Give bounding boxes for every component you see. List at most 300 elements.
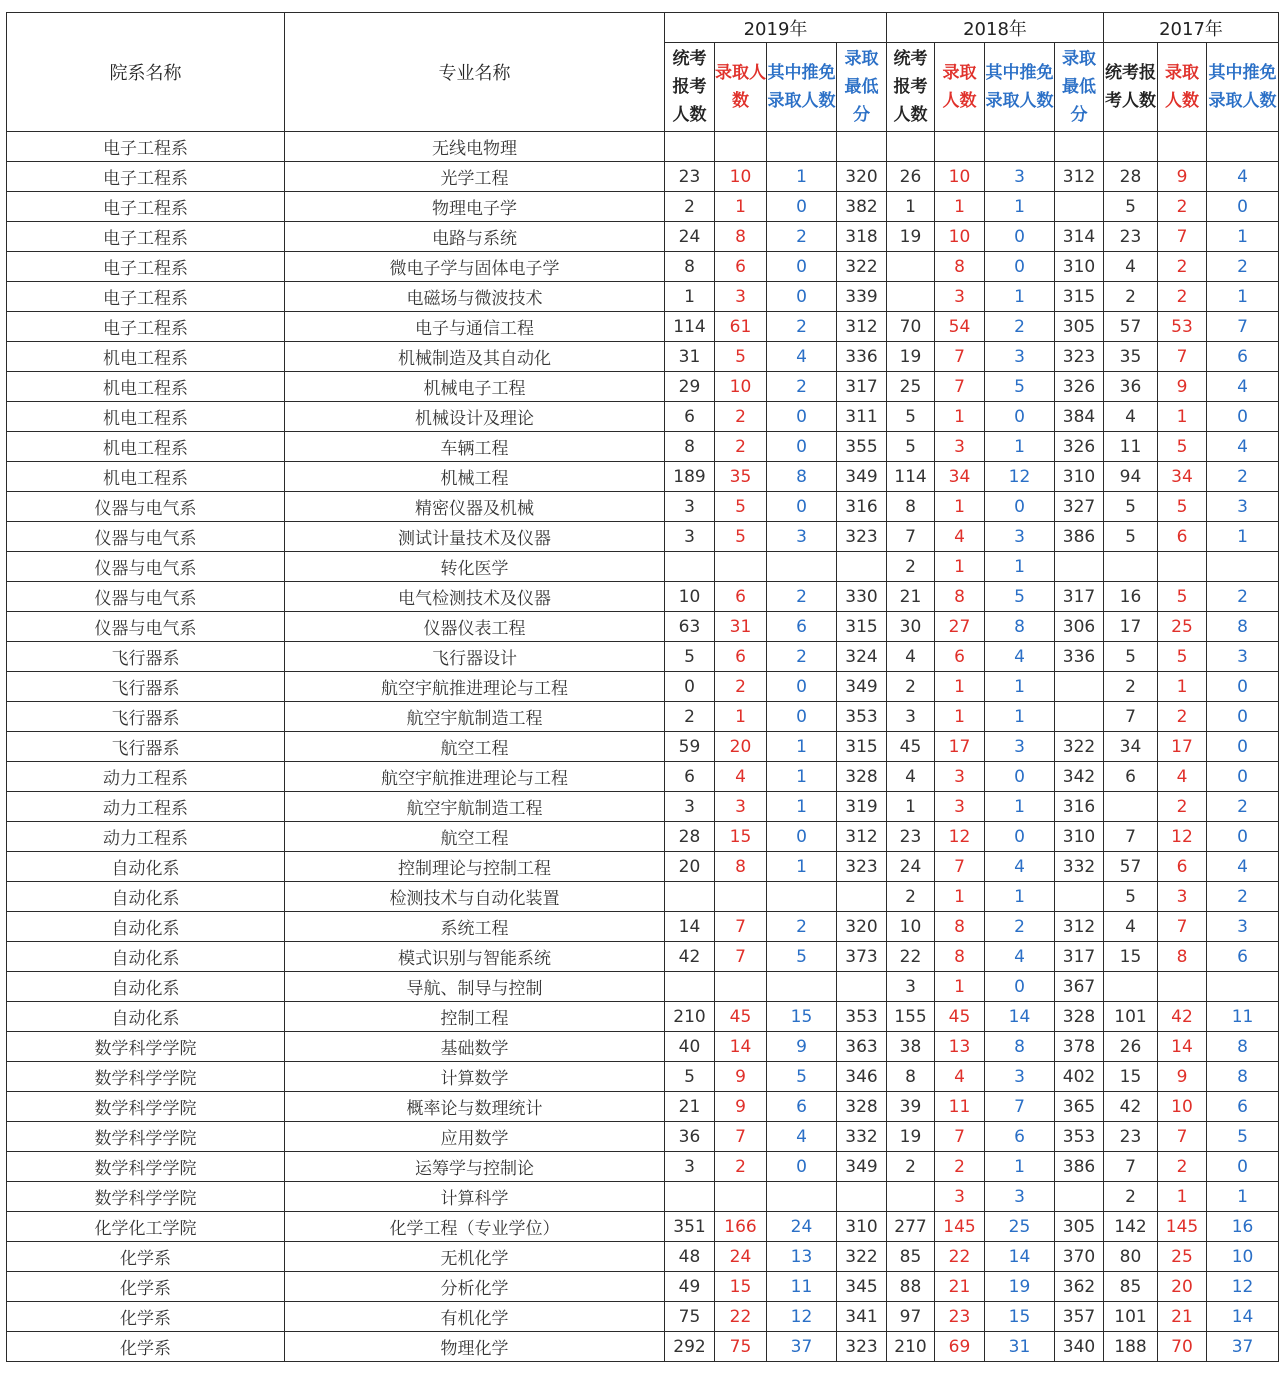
cell-exempt-2017: 0	[1207, 762, 1279, 792]
cell-admitted-2018: 1	[935, 972, 985, 1002]
cell-min-score-2018: 342	[1055, 762, 1104, 792]
cell-major: 机械电子工程	[285, 372, 665, 402]
table-row	[7, 222, 1279, 252]
col-min-score-2019: 录取最低分	[837, 43, 887, 132]
cell-applicants-2019: 42	[665, 942, 715, 972]
cell-min-score-2018	[1055, 1182, 1104, 1212]
cell-min-score-2019: 373	[837, 942, 887, 972]
col-admitted-2019: 录取人数	[715, 43, 767, 132]
cell-applicants-2019: 351	[665, 1212, 715, 1242]
col-exempt-2017: 其中推免录取人数	[1207, 43, 1279, 132]
cell-applicants-2017: 15	[1104, 942, 1158, 972]
cell-applicants-2019: 5	[665, 1062, 715, 1092]
cell-exempt-2019: 0	[767, 432, 837, 462]
cell-exempt-2017: 7	[1207, 312, 1279, 342]
cell-exempt-2018: 0	[985, 822, 1055, 852]
cell-applicants-2019	[665, 1182, 715, 1212]
cell-admitted-2018: 145	[935, 1212, 985, 1242]
cell-dept: 化学系	[7, 1302, 285, 1332]
cell-applicants-2017: 5	[1104, 882, 1158, 912]
cell-exempt-2018: 5	[985, 582, 1055, 612]
cell-min-score-2019	[837, 552, 887, 582]
table-row	[7, 672, 1279, 702]
table-row	[7, 492, 1279, 522]
cell-admitted-2017: 10	[1158, 1092, 1207, 1122]
cell-exempt-2017: 0	[1207, 1152, 1279, 1182]
cell-min-score-2019	[837, 132, 887, 162]
cell-min-score-2019: 316	[837, 492, 887, 522]
cell-admitted-2018	[935, 132, 985, 162]
cell-exempt-2017: 3	[1207, 492, 1279, 522]
cell-admitted-2019: 31	[715, 612, 767, 642]
cell-admitted-2018: 1	[935, 402, 985, 432]
cell-admitted-2019: 9	[715, 1062, 767, 1092]
cell-exempt-2018: 1	[985, 672, 1055, 702]
cell-applicants-2017: 4	[1104, 912, 1158, 942]
cell-applicants-2019	[665, 552, 715, 582]
table-row	[7, 192, 1279, 222]
cell-applicants-2017: 17	[1104, 612, 1158, 642]
cell-dept: 机电工程系	[7, 372, 285, 402]
cell-min-score-2019: 311	[837, 402, 887, 432]
cell-applicants-2018: 23	[887, 822, 935, 852]
cell-min-score-2019: 349	[837, 1152, 887, 1182]
table-row	[7, 312, 1279, 342]
cell-applicants-2018: 8	[887, 492, 935, 522]
cell-exempt-2019: 0	[767, 672, 837, 702]
cell-min-score-2018: 328	[1055, 1002, 1104, 1032]
cell-admitted-2019: 4	[715, 762, 767, 792]
col-exam-applicants-2017: 统考报考人数	[1104, 43, 1158, 132]
table-row	[7, 432, 1279, 462]
cell-applicants-2019: 5	[665, 642, 715, 672]
table-row	[7, 252, 1279, 282]
cell-applicants-2017: 4	[1104, 252, 1158, 282]
year-header-2019: 2019年	[665, 13, 887, 43]
cell-admitted-2017: 42	[1158, 1002, 1207, 1032]
cell-exempt-2017	[1207, 552, 1279, 582]
cell-applicants-2019: 59	[665, 732, 715, 762]
cell-exempt-2019: 37	[767, 1332, 837, 1362]
cell-admitted-2018: 21	[935, 1272, 985, 1302]
cell-exempt-2019: 2	[767, 582, 837, 612]
cell-min-score-2018: 326	[1055, 432, 1104, 462]
cell-applicants-2018: 45	[887, 732, 935, 762]
cell-admitted-2018: 1	[935, 882, 985, 912]
cell-min-score-2019: 323	[837, 1332, 887, 1362]
cell-min-score-2018: 367	[1055, 972, 1104, 1002]
cell-applicants-2017: 5	[1104, 192, 1158, 222]
cell-applicants-2018: 70	[887, 312, 935, 342]
cell-exempt-2019: 2	[767, 372, 837, 402]
cell-admitted-2018: 3	[935, 762, 985, 792]
cell-admitted-2017: 7	[1158, 1122, 1207, 1152]
table-body	[7, 132, 1279, 1362]
table-row	[7, 402, 1279, 432]
cell-admitted-2017: 25	[1158, 1242, 1207, 1272]
cell-applicants-2018: 210	[887, 1332, 935, 1362]
cell-applicants-2019: 3	[665, 1152, 715, 1182]
cell-admitted-2019: 15	[715, 1272, 767, 1302]
cell-applicants-2019: 292	[665, 1332, 715, 1362]
cell-admitted-2017: 5	[1158, 582, 1207, 612]
cell-exempt-2018: 1	[985, 282, 1055, 312]
cell-admitted-2018: 45	[935, 1002, 985, 1032]
cell-applicants-2019: 36	[665, 1122, 715, 1152]
cell-exempt-2019: 12	[767, 1302, 837, 1332]
cell-exempt-2017: 11	[1207, 1002, 1279, 1032]
cell-applicants-2018: 5	[887, 432, 935, 462]
cell-exempt-2018: 4	[985, 852, 1055, 882]
cell-exempt-2019: 1	[767, 762, 837, 792]
cell-applicants-2017: 5	[1104, 642, 1158, 672]
cell-min-score-2018: 386	[1055, 1152, 1104, 1182]
cell-dept: 自动化系	[7, 972, 285, 1002]
cell-exempt-2017: 14	[1207, 1302, 1279, 1332]
cell-admitted-2017: 7	[1158, 222, 1207, 252]
cell-min-score-2019: 328	[837, 1092, 887, 1122]
cell-applicants-2017: 7	[1104, 1152, 1158, 1182]
cell-exempt-2017: 8	[1207, 1032, 1279, 1062]
cell-dept: 动力工程系	[7, 762, 285, 792]
cell-applicants-2019: 75	[665, 1302, 715, 1332]
cell-exempt-2019	[767, 1182, 837, 1212]
cell-major: 飞行器设计	[285, 642, 665, 672]
cell-major: 机械制造及其自动化	[285, 342, 665, 372]
cell-exempt-2017: 0	[1207, 192, 1279, 222]
cell-admitted-2018: 1	[935, 192, 985, 222]
cell-admitted-2017: 20	[1158, 1272, 1207, 1302]
cell-major: 电子与通信工程	[285, 312, 665, 342]
cell-admitted-2019: 5	[715, 342, 767, 372]
cell-admitted-2019	[715, 132, 767, 162]
cell-exempt-2019: 5	[767, 1062, 837, 1092]
cell-dept: 自动化系	[7, 1002, 285, 1032]
cell-admitted-2019	[715, 972, 767, 1002]
cell-exempt-2018: 7	[985, 1092, 1055, 1122]
cell-major: 概率论与数理统计	[285, 1092, 665, 1122]
cell-admitted-2017: 34	[1158, 462, 1207, 492]
cell-major: 无机化学	[285, 1242, 665, 1272]
cell-admitted-2019: 3	[715, 792, 767, 822]
cell-min-score-2018: 310	[1055, 462, 1104, 492]
cell-admitted-2019: 8	[715, 222, 767, 252]
cell-admitted-2017: 14	[1158, 1032, 1207, 1062]
cell-exempt-2018: 0	[985, 972, 1055, 1002]
cell-applicants-2017: 16	[1104, 582, 1158, 612]
cell-min-score-2019: 310	[837, 1212, 887, 1242]
cell-applicants-2017: 7	[1104, 702, 1158, 732]
cell-admitted-2018: 7	[935, 342, 985, 372]
cell-min-score-2019: 382	[837, 192, 887, 222]
col-exam-applicants-2018: 统考报考人数	[887, 43, 935, 132]
cell-admitted-2017: 5	[1158, 492, 1207, 522]
cell-min-score-2019: 324	[837, 642, 887, 672]
table-row	[7, 132, 1279, 162]
cell-applicants-2018: 39	[887, 1092, 935, 1122]
dept-header: 院系名称	[7, 13, 285, 132]
cell-exempt-2018: 3	[985, 732, 1055, 762]
cell-exempt-2019: 1	[767, 852, 837, 882]
cell-dept: 机电工程系	[7, 462, 285, 492]
cell-admitted-2018: 54	[935, 312, 985, 342]
cell-admitted-2017: 7	[1158, 342, 1207, 372]
cell-min-score-2018: 386	[1055, 522, 1104, 552]
cell-exempt-2018: 1	[985, 792, 1055, 822]
cell-exempt-2017: 4	[1207, 162, 1279, 192]
cell-min-score-2019: 355	[837, 432, 887, 462]
cell-major: 物理化学	[285, 1332, 665, 1362]
cell-admitted-2017	[1158, 132, 1207, 162]
cell-admitted-2019: 7	[715, 1122, 767, 1152]
cell-exempt-2019: 2	[767, 912, 837, 942]
cell-min-score-2018: 336	[1055, 642, 1104, 672]
cell-admitted-2018: 6	[935, 642, 985, 672]
cell-admitted-2019: 2	[715, 672, 767, 702]
cell-min-score-2019: 322	[837, 1242, 887, 1272]
cell-admitted-2017: 2	[1158, 252, 1207, 282]
cell-applicants-2017: 23	[1104, 1122, 1158, 1152]
cell-applicants-2019: 24	[665, 222, 715, 252]
cell-admitted-2019: 15	[715, 822, 767, 852]
cell-dept: 飞行器系	[7, 702, 285, 732]
cell-min-score-2018: 317	[1055, 582, 1104, 612]
cell-min-score-2018: 370	[1055, 1242, 1104, 1272]
table-row	[7, 852, 1279, 882]
table-row	[7, 942, 1279, 972]
cell-major: 电气检测技术及仪器	[285, 582, 665, 612]
table-row	[7, 372, 1279, 402]
cell-applicants-2018	[887, 252, 935, 282]
cell-dept: 仪器与电气系	[7, 552, 285, 582]
cell-applicants-2017: 5	[1104, 522, 1158, 552]
cell-major: 应用数学	[285, 1122, 665, 1152]
cell-exempt-2018: 5	[985, 372, 1055, 402]
cell-min-score-2018: 305	[1055, 312, 1104, 342]
cell-admitted-2019: 166	[715, 1212, 767, 1242]
cell-applicants-2018: 2	[887, 552, 935, 582]
cell-exempt-2019: 24	[767, 1212, 837, 1242]
year-header-2018: 2018年	[887, 13, 1104, 43]
cell-major: 转化医学	[285, 552, 665, 582]
cell-exempt-2019: 13	[767, 1242, 837, 1272]
cell-exempt-2019: 4	[767, 342, 837, 372]
cell-applicants-2019: 14	[665, 912, 715, 942]
cell-dept: 化学系	[7, 1332, 285, 1362]
cell-dept: 动力工程系	[7, 822, 285, 852]
cell-exempt-2017: 5	[1207, 1122, 1279, 1152]
cell-admitted-2019: 6	[715, 252, 767, 282]
cell-exempt-2017: 2	[1207, 882, 1279, 912]
table-row	[7, 1152, 1279, 1182]
table-row	[7, 1332, 1279, 1362]
cell-major: 有机化学	[285, 1302, 665, 1332]
cell-exempt-2017: 37	[1207, 1332, 1279, 1362]
cell-exempt-2017: 12	[1207, 1272, 1279, 1302]
cell-exempt-2018: 1	[985, 702, 1055, 732]
cell-exempt-2018: 0	[985, 402, 1055, 432]
cell-applicants-2018: 155	[887, 1002, 935, 1032]
cell-applicants-2018: 2	[887, 672, 935, 702]
cell-admitted-2019	[715, 552, 767, 582]
table-row	[7, 552, 1279, 582]
table-row	[7, 1272, 1279, 1302]
cell-min-score-2018: 357	[1055, 1302, 1104, 1332]
col-exempt-2019: 其中推免录取人数	[767, 43, 837, 132]
cell-exempt-2018: 4	[985, 942, 1055, 972]
cell-exempt-2018: 6	[985, 1122, 1055, 1152]
cell-exempt-2017: 3	[1207, 642, 1279, 672]
cell-major: 航空宇航推进理论与工程	[285, 762, 665, 792]
cell-admitted-2018: 17	[935, 732, 985, 762]
cell-dept: 机电工程系	[7, 432, 285, 462]
cell-applicants-2019: 8	[665, 432, 715, 462]
cell-min-score-2018: 310	[1055, 822, 1104, 852]
cell-applicants-2018	[887, 132, 935, 162]
cell-exempt-2019: 8	[767, 462, 837, 492]
cell-exempt-2018: 3	[985, 1182, 1055, 1212]
cell-exempt-2019: 5	[767, 942, 837, 972]
admission-table	[6, 12, 1279, 1362]
cell-exempt-2019	[767, 552, 837, 582]
cell-applicants-2017: 35	[1104, 342, 1158, 372]
cell-min-score-2018: 332	[1055, 852, 1104, 882]
cell-applicants-2018: 19	[887, 1122, 935, 1152]
cell-min-score-2018: 402	[1055, 1062, 1104, 1092]
cell-admitted-2017: 9	[1158, 372, 1207, 402]
cell-applicants-2018	[887, 1182, 935, 1212]
cell-exempt-2019: 0	[767, 492, 837, 522]
cell-min-score-2018	[1055, 672, 1104, 702]
cell-admitted-2019: 2	[715, 432, 767, 462]
cell-applicants-2017: 36	[1104, 372, 1158, 402]
cell-applicants-2017: 101	[1104, 1302, 1158, 1332]
table-row	[7, 642, 1279, 672]
cell-admitted-2019: 2	[715, 1152, 767, 1182]
table-row	[7, 582, 1279, 612]
cell-exempt-2017: 6	[1207, 1092, 1279, 1122]
cell-admitted-2017: 21	[1158, 1302, 1207, 1332]
cell-admitted-2018: 69	[935, 1332, 985, 1362]
cell-applicants-2018: 97	[887, 1302, 935, 1332]
cell-exempt-2018: 31	[985, 1332, 1055, 1362]
cell-exempt-2017	[1207, 132, 1279, 162]
cell-major: 无线电物理	[285, 132, 665, 162]
cell-exempt-2017: 4	[1207, 432, 1279, 462]
cell-min-score-2018	[1055, 192, 1104, 222]
cell-applicants-2018: 21	[887, 582, 935, 612]
cell-admitted-2018: 4	[935, 1062, 985, 1092]
cell-admitted-2018: 12	[935, 822, 985, 852]
table-row	[7, 1242, 1279, 1272]
cell-exempt-2018: 4	[985, 642, 1055, 672]
cell-applicants-2017: 5	[1104, 492, 1158, 522]
table-row	[7, 882, 1279, 912]
cell-exempt-2019: 1	[767, 732, 837, 762]
cell-exempt-2017: 0	[1207, 402, 1279, 432]
cell-exempt-2019: 2	[767, 642, 837, 672]
cell-applicants-2019: 40	[665, 1032, 715, 1062]
cell-applicants-2019: 6	[665, 762, 715, 792]
table-row	[7, 282, 1279, 312]
cell-admitted-2017: 2	[1158, 282, 1207, 312]
cell-min-score-2019: 332	[837, 1122, 887, 1152]
cell-applicants-2018: 277	[887, 1212, 935, 1242]
cell-exempt-2018: 8	[985, 1032, 1055, 1062]
cell-exempt-2019: 11	[767, 1272, 837, 1302]
cell-applicants-2019: 2	[665, 702, 715, 732]
col-min-score-2018: 录取最低分	[1055, 43, 1104, 132]
cell-exempt-2018: 1	[985, 432, 1055, 462]
cell-major: 车辆工程	[285, 432, 665, 462]
cell-exempt-2018: 0	[985, 762, 1055, 792]
cell-admitted-2019: 5	[715, 522, 767, 552]
col-exam-applicants-2019: 统考报考人数	[665, 43, 715, 132]
cell-admitted-2019: 22	[715, 1302, 767, 1332]
cell-dept: 飞行器系	[7, 672, 285, 702]
cell-admitted-2017: 6	[1158, 852, 1207, 882]
cell-min-score-2019: 349	[837, 462, 887, 492]
cell-exempt-2018: 14	[985, 1242, 1055, 1272]
cell-applicants-2019: 23	[665, 162, 715, 192]
table-row	[7, 162, 1279, 192]
cell-dept: 动力工程系	[7, 792, 285, 822]
cell-min-score-2019	[837, 882, 887, 912]
cell-dept: 电子工程系	[7, 192, 285, 222]
cell-dept: 数学科学学院	[7, 1092, 285, 1122]
cell-dept: 自动化系	[7, 882, 285, 912]
cell-exempt-2018: 3	[985, 1062, 1055, 1092]
cell-dept: 自动化系	[7, 852, 285, 882]
cell-admitted-2019: 7	[715, 912, 767, 942]
cell-admitted-2017: 1	[1158, 672, 1207, 702]
cell-exempt-2018: 12	[985, 462, 1055, 492]
cell-major: 精密仪器及机械	[285, 492, 665, 522]
cell-admitted-2018: 8	[935, 252, 985, 282]
cell-admitted-2017: 2	[1158, 1152, 1207, 1182]
col-admitted-2018: 录取人数	[935, 43, 985, 132]
cell-applicants-2018: 85	[887, 1242, 935, 1272]
cell-admitted-2019: 6	[715, 642, 767, 672]
cell-admitted-2017: 70	[1158, 1332, 1207, 1362]
cell-min-score-2019: 322	[837, 252, 887, 282]
cell-exempt-2017: 2	[1207, 462, 1279, 492]
cell-admitted-2017: 2	[1158, 192, 1207, 222]
cell-applicants-2019: 28	[665, 822, 715, 852]
cell-applicants-2018: 88	[887, 1272, 935, 1302]
cell-exempt-2019: 0	[767, 402, 837, 432]
cell-min-score-2019: 341	[837, 1302, 887, 1332]
cell-applicants-2019: 29	[665, 372, 715, 402]
cell-exempt-2018: 25	[985, 1212, 1055, 1242]
year-header-2017: 2017年	[1104, 13, 1279, 43]
cell-min-score-2018: 323	[1055, 342, 1104, 372]
cell-min-score-2019: 353	[837, 1002, 887, 1032]
cell-admitted-2018: 27	[935, 612, 985, 642]
cell-admitted-2019: 61	[715, 312, 767, 342]
cell-major: 模式识别与智能系统	[285, 942, 665, 972]
cell-min-score-2019: 320	[837, 912, 887, 942]
cell-admitted-2017: 5	[1158, 432, 1207, 462]
cell-exempt-2017: 2	[1207, 582, 1279, 612]
cell-admitted-2019: 6	[715, 582, 767, 612]
cell-dept: 化学系	[7, 1242, 285, 1272]
cell-applicants-2018: 24	[887, 852, 935, 882]
cell-admitted-2018: 1	[935, 552, 985, 582]
cell-major: 运筹学与控制论	[285, 1152, 665, 1182]
cell-dept: 自动化系	[7, 912, 285, 942]
cell-admitted-2018: 1	[935, 492, 985, 522]
